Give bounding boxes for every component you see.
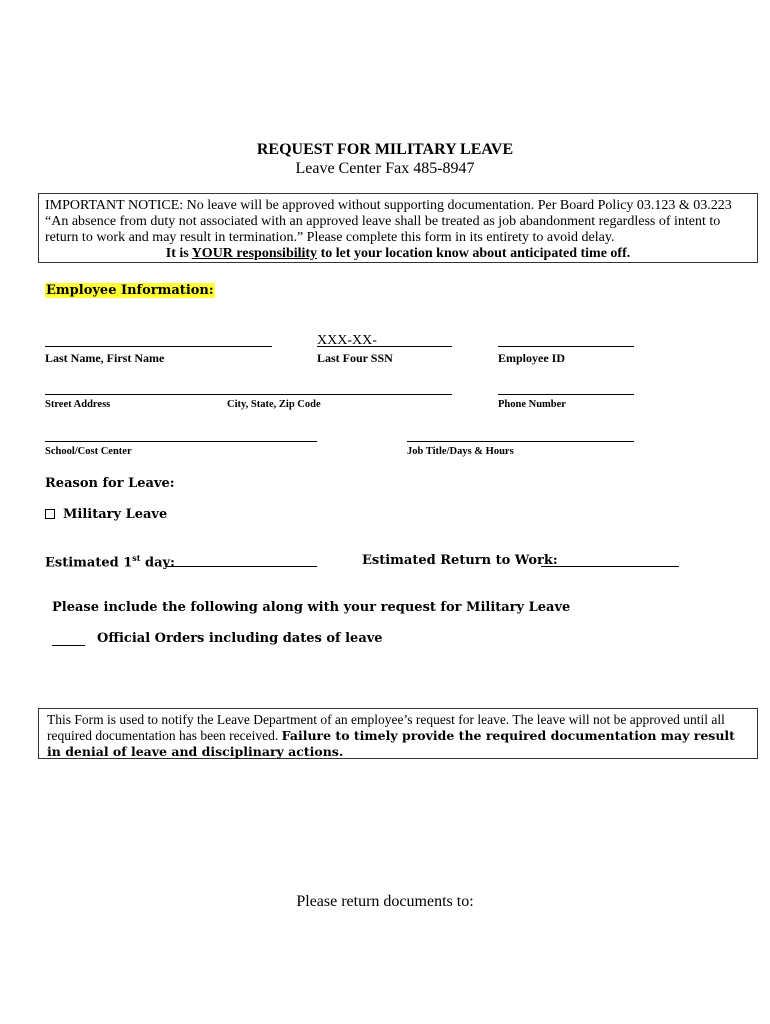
name-label: Last Name, First Name bbox=[45, 351, 165, 365]
employee-id-field-line[interactable] bbox=[498, 346, 634, 347]
orders-check-line[interactable] bbox=[52, 645, 85, 646]
military-leave-option[interactable] bbox=[45, 507, 167, 522]
return-to-work-field-line[interactable] bbox=[541, 566, 679, 567]
resp-suffix: to let your location know about anticipated time off. bbox=[317, 246, 631, 261]
responsibility-line bbox=[45, 246, 751, 262]
resp-prefix: It is bbox=[165, 246, 192, 261]
school-label: School/Cost Center bbox=[45, 446, 132, 457]
job-label: Job Title/Days & Hours bbox=[407, 446, 514, 457]
ssn-prefix: XXX-XX- bbox=[317, 333, 377, 348]
school-field-line[interactable] bbox=[45, 441, 317, 442]
notice-text: IMPORTANT NOTICE: No leave will be approved without supporting documentation. Per Board Policy 03.123 & 03.223 “An absence from duty not associated with an approved leave shall be treated as job abandonment regardless of intent to return to work and may result in termination.” Please complete this form in its entirety to avoid delay. bbox=[45, 198, 732, 245]
footer-warning: Failure to timely provide the required documentation may result in denial of leave and disciplinary actions. bbox=[47, 728, 735, 759]
address-field-line[interactable] bbox=[45, 394, 452, 395]
first-day-post: day: bbox=[140, 555, 175, 571]
street-label: Street Address bbox=[45, 399, 111, 410]
official-orders-item: Official Orders including dates of leave bbox=[97, 631, 383, 646]
footer-text: This Form is used to notify the Leave Department of an employee’s request for leave. The leave will not be approved until all required documentation has been received. bbox=[47, 712, 725, 743]
phone-label: Phone Number bbox=[498, 399, 566, 410]
footer-notice-box bbox=[38, 708, 758, 759]
name-field-line[interactable] bbox=[45, 346, 272, 347]
first-day-sup: st bbox=[132, 553, 141, 563]
employee-id-label: Employee ID bbox=[498, 351, 565, 365]
form-title: REQUEST FOR MILITARY LEAVE bbox=[256, 141, 514, 158]
phone-field-line[interactable] bbox=[498, 394, 634, 395]
first-day-label bbox=[45, 553, 175, 570]
return-to-work-label: Estimated Return to Work: bbox=[362, 553, 558, 568]
ssn-label: Last Four SSN bbox=[317, 351, 393, 365]
return-documents-text: Please return documents to: bbox=[296, 893, 474, 910]
important-notice-box bbox=[38, 193, 758, 263]
ssn-field-line[interactable] bbox=[317, 346, 452, 347]
resp-emphasis: YOUR responsibility bbox=[191, 246, 318, 261]
employee-info-heading: Employee Information: bbox=[46, 283, 214, 298]
first-day-pre: Estimated 1 bbox=[45, 555, 133, 571]
include-heading: Please include the following along with your request for Military Leave bbox=[52, 600, 571, 615]
city-label: City, State, Zip Code bbox=[227, 399, 321, 410]
job-field-line[interactable] bbox=[407, 441, 634, 442]
military-leave-label: Military Leave bbox=[63, 507, 168, 522]
fax-subtitle: Leave Center Fax 485-8947 bbox=[295, 160, 475, 177]
reason-heading: Reason for Leave: bbox=[45, 476, 175, 491]
checkbox-icon[interactable] bbox=[45, 509, 55, 519]
first-day-field-line[interactable] bbox=[165, 566, 317, 567]
